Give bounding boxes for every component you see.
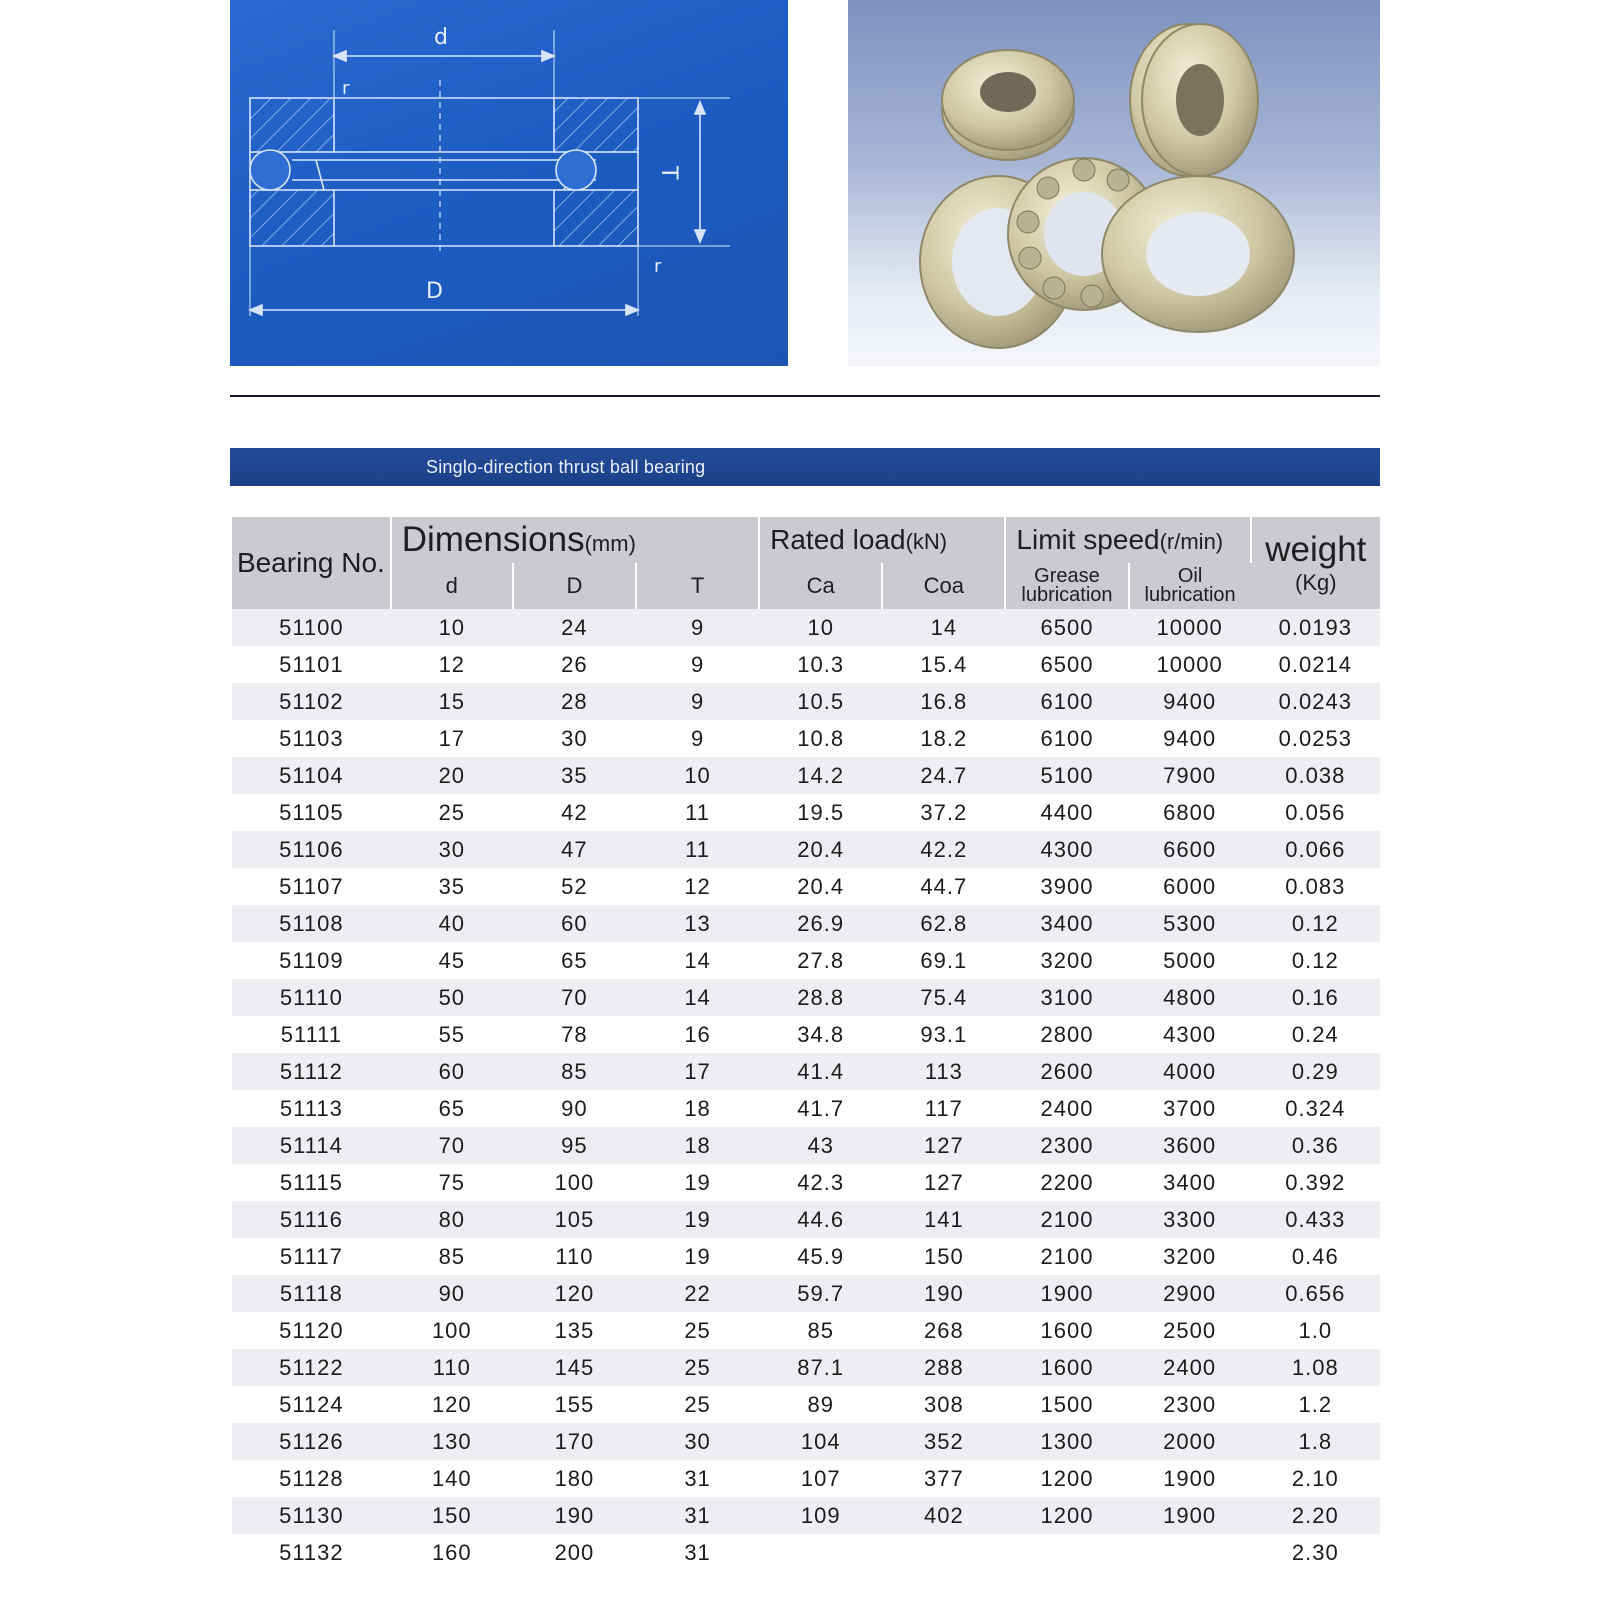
cell-ca: 27.8 bbox=[759, 942, 882, 979]
cell-d: 75 bbox=[391, 1164, 513, 1201]
cell-T: 16 bbox=[636, 1016, 759, 1053]
cell-oil-speed: 6800 bbox=[1129, 794, 1251, 831]
cell-bearing-no: 51109 bbox=[232, 942, 391, 979]
table-row bbox=[232, 868, 1380, 905]
cell-oil-speed: 5000 bbox=[1129, 942, 1251, 979]
cell-T: 12 bbox=[636, 868, 759, 905]
cell-weight: 1.08 bbox=[1251, 1349, 1380, 1386]
cell-coa: 44.7 bbox=[882, 868, 1005, 905]
cell-D: 47 bbox=[513, 831, 636, 868]
cell-T: 19 bbox=[636, 1238, 759, 1275]
label-T: T bbox=[656, 166, 681, 180]
cell-d: 60 bbox=[391, 1053, 513, 1090]
table-row bbox=[232, 1312, 1380, 1349]
cell-bearing-no: 51105 bbox=[232, 794, 391, 831]
cell-bearing-no: 51101 bbox=[232, 646, 391, 683]
cell-coa: 402 bbox=[882, 1497, 1005, 1534]
cell-T: 14 bbox=[636, 979, 759, 1016]
cell-bearing-no: 51111 bbox=[232, 1016, 391, 1053]
cell-grease-speed: 1300 bbox=[1005, 1423, 1128, 1460]
cell-coa: 127 bbox=[882, 1164, 1005, 1201]
cell-d: 35 bbox=[391, 868, 513, 905]
cell-ca: 41.4 bbox=[759, 1053, 882, 1090]
cell-d: 150 bbox=[391, 1497, 513, 1534]
cell-d: 30 bbox=[391, 831, 513, 868]
cell-weight: 1.2 bbox=[1251, 1386, 1380, 1423]
bearing-spec-table bbox=[232, 517, 1380, 1571]
cell-ca: 10.3 bbox=[759, 646, 882, 683]
cell-weight: 0.16 bbox=[1251, 979, 1380, 1016]
header-T: T bbox=[636, 563, 759, 609]
cell-ca bbox=[759, 1534, 882, 1571]
cell-oil-speed: 6000 bbox=[1129, 868, 1251, 905]
table-row bbox=[232, 1127, 1380, 1164]
cell-ca: 43 bbox=[759, 1127, 882, 1164]
section-divider bbox=[230, 395, 1380, 397]
cell-grease-speed: 2400 bbox=[1005, 1090, 1128, 1127]
cell-coa: 18.2 bbox=[882, 720, 1005, 757]
cell-oil-speed: 2400 bbox=[1129, 1349, 1251, 1386]
cell-oil-speed: 2000 bbox=[1129, 1423, 1251, 1460]
cell-oil-speed: 2900 bbox=[1129, 1275, 1251, 1312]
table-row bbox=[232, 1534, 1380, 1571]
header-bearing-no: Bearing No. bbox=[232, 517, 391, 609]
cell-bearing-no: 51120 bbox=[232, 1312, 391, 1349]
cell-d: 140 bbox=[391, 1460, 513, 1497]
cell-weight: 1.0 bbox=[1251, 1312, 1380, 1349]
cell-coa: 16.8 bbox=[882, 683, 1005, 720]
cell-d: 160 bbox=[391, 1534, 513, 1571]
cell-grease-speed bbox=[1005, 1534, 1128, 1571]
cell-T: 11 bbox=[636, 794, 759, 831]
cell-coa: 288 bbox=[882, 1349, 1005, 1386]
cell-T: 13 bbox=[636, 905, 759, 942]
cell-ca: 28.8 bbox=[759, 979, 882, 1016]
cell-D: 52 bbox=[513, 868, 636, 905]
cell-ca: 104 bbox=[759, 1423, 882, 1460]
header-d: d bbox=[391, 563, 513, 609]
cell-oil-speed: 10000 bbox=[1129, 646, 1251, 683]
cell-coa: 308 bbox=[882, 1386, 1005, 1423]
cell-weight: 0.29 bbox=[1251, 1053, 1380, 1090]
cell-ca: 41.7 bbox=[759, 1090, 882, 1127]
cell-grease-speed: 6100 bbox=[1005, 683, 1128, 720]
cell-oil-speed: 6600 bbox=[1129, 831, 1251, 868]
cell-bearing-no: 51132 bbox=[232, 1534, 391, 1571]
cell-oil-speed: 2500 bbox=[1129, 1312, 1251, 1349]
table-row bbox=[232, 1275, 1380, 1312]
cell-D: 28 bbox=[513, 683, 636, 720]
cell-d: 90 bbox=[391, 1275, 513, 1312]
cell-bearing-no: 51114 bbox=[232, 1127, 391, 1164]
cell-weight: 0.656 bbox=[1251, 1275, 1380, 1312]
cell-bearing-no: 51103 bbox=[232, 720, 391, 757]
cell-weight: 1.8 bbox=[1251, 1423, 1380, 1460]
cell-coa: 93.1 bbox=[882, 1016, 1005, 1053]
cell-grease-speed: 1900 bbox=[1005, 1275, 1128, 1312]
cell-weight: 0.056 bbox=[1251, 794, 1380, 831]
label-D: D bbox=[426, 279, 443, 304]
cell-coa bbox=[882, 1534, 1005, 1571]
cell-coa: 127 bbox=[882, 1127, 1005, 1164]
table-row bbox=[232, 942, 1380, 979]
cell-T: 17 bbox=[636, 1053, 759, 1090]
cell-T: 9 bbox=[636, 720, 759, 757]
cell-grease-speed: 3900 bbox=[1005, 868, 1128, 905]
cell-ca: 85 bbox=[759, 1312, 882, 1349]
cell-D: 65 bbox=[513, 942, 636, 979]
cell-D: 200 bbox=[513, 1534, 636, 1571]
table-row bbox=[232, 1053, 1380, 1090]
cell-T: 31 bbox=[636, 1497, 759, 1534]
cell-bearing-no: 51122 bbox=[232, 1349, 391, 1386]
cell-coa: 75.4 bbox=[882, 979, 1005, 1016]
cell-grease-speed: 6100 bbox=[1005, 720, 1128, 757]
cell-weight: 0.324 bbox=[1251, 1090, 1380, 1127]
label-r-top: r bbox=[342, 78, 350, 99]
cell-T: 25 bbox=[636, 1349, 759, 1386]
cell-ca: 42.3 bbox=[759, 1164, 882, 1201]
header-oil-lubrication: Oil lubrication bbox=[1129, 563, 1251, 609]
cell-oil-speed: 3200 bbox=[1129, 1238, 1251, 1275]
cell-coa: 141 bbox=[882, 1201, 1005, 1238]
cell-D: 190 bbox=[513, 1497, 636, 1534]
cell-ca: 45.9 bbox=[759, 1238, 882, 1275]
cell-grease-speed: 4300 bbox=[1005, 831, 1128, 868]
cell-d: 20 bbox=[391, 757, 513, 794]
cell-T: 18 bbox=[636, 1127, 759, 1164]
cell-ca: 10 bbox=[759, 609, 882, 646]
cell-oil-speed: 1900 bbox=[1129, 1460, 1251, 1497]
bearing-dimension-diagram bbox=[230, 0, 788, 366]
cell-ca: 10.5 bbox=[759, 683, 882, 720]
cell-ca: 107 bbox=[759, 1460, 882, 1497]
cell-grease-speed: 4400 bbox=[1005, 794, 1128, 831]
cell-weight: 2.10 bbox=[1251, 1460, 1380, 1497]
cell-d: 55 bbox=[391, 1016, 513, 1053]
cell-T: 9 bbox=[636, 683, 759, 720]
cell-T: 11 bbox=[636, 831, 759, 868]
cell-oil-speed: 2300 bbox=[1129, 1386, 1251, 1423]
cell-coa: 268 bbox=[882, 1312, 1005, 1349]
header-D: D bbox=[513, 563, 636, 609]
cell-D: 145 bbox=[513, 1349, 636, 1386]
cell-coa: 42.2 bbox=[882, 831, 1005, 868]
cell-oil-speed bbox=[1129, 1534, 1251, 1571]
cell-T: 19 bbox=[636, 1164, 759, 1201]
cell-D: 95 bbox=[513, 1127, 636, 1164]
cell-coa: 24.7 bbox=[882, 757, 1005, 794]
cell-d: 85 bbox=[391, 1238, 513, 1275]
table-row bbox=[232, 683, 1380, 720]
table-row bbox=[232, 1201, 1380, 1238]
cell-D: 35 bbox=[513, 757, 636, 794]
cell-T: 19 bbox=[636, 1201, 759, 1238]
cell-coa: 352 bbox=[882, 1423, 1005, 1460]
table-row bbox=[232, 1349, 1380, 1386]
cell-ca: 44.6 bbox=[759, 1201, 882, 1238]
cell-grease-speed: 6500 bbox=[1005, 609, 1128, 646]
cell-bearing-no: 51116 bbox=[232, 1201, 391, 1238]
cell-T: 31 bbox=[636, 1460, 759, 1497]
cell-ca: 14.2 bbox=[759, 757, 882, 794]
cell-d: 120 bbox=[391, 1386, 513, 1423]
cell-d: 12 bbox=[391, 646, 513, 683]
cell-bearing-no: 51130 bbox=[232, 1497, 391, 1534]
cell-ca: 34.8 bbox=[759, 1016, 882, 1053]
header-dimensions: Dimensions(mm) bbox=[391, 517, 759, 563]
cell-weight: 0.36 bbox=[1251, 1127, 1380, 1164]
cell-coa: 150 bbox=[882, 1238, 1005, 1275]
label-r-bottom: r bbox=[654, 256, 662, 277]
cell-D: 30 bbox=[513, 720, 636, 757]
cell-coa: 117 bbox=[882, 1090, 1005, 1127]
table-row bbox=[232, 794, 1380, 831]
cell-bearing-no: 51102 bbox=[232, 683, 391, 720]
table-row bbox=[232, 1497, 1380, 1534]
cell-D: 85 bbox=[513, 1053, 636, 1090]
header-ca: Ca bbox=[759, 563, 882, 609]
cell-D: 180 bbox=[513, 1460, 636, 1497]
cell-coa: 69.1 bbox=[882, 942, 1005, 979]
table-row bbox=[232, 979, 1380, 1016]
cell-ca: 20.4 bbox=[759, 868, 882, 905]
cell-grease-speed: 3200 bbox=[1005, 942, 1128, 979]
cell-bearing-no: 51124 bbox=[232, 1386, 391, 1423]
cell-T: 9 bbox=[636, 609, 759, 646]
cell-coa: 377 bbox=[882, 1460, 1005, 1497]
cell-ca: 89 bbox=[759, 1386, 882, 1423]
cell-grease-speed: 2300 bbox=[1005, 1127, 1128, 1164]
cell-D: 135 bbox=[513, 1312, 636, 1349]
cell-d: 100 bbox=[391, 1312, 513, 1349]
table-row bbox=[232, 1164, 1380, 1201]
cell-T: 9 bbox=[636, 646, 759, 683]
cell-grease-speed: 2100 bbox=[1005, 1238, 1128, 1275]
cell-oil-speed: 9400 bbox=[1129, 683, 1251, 720]
cell-D: 60 bbox=[513, 905, 636, 942]
cell-weight: 0.0243 bbox=[1251, 683, 1380, 720]
cell-grease-speed: 2600 bbox=[1005, 1053, 1128, 1090]
cell-weight: 0.24 bbox=[1251, 1016, 1380, 1053]
cell-grease-speed: 3400 bbox=[1005, 905, 1128, 942]
cell-coa: 62.8 bbox=[882, 905, 1005, 942]
cell-bearing-no: 51104 bbox=[232, 757, 391, 794]
cell-D: 100 bbox=[513, 1164, 636, 1201]
cell-grease-speed: 1200 bbox=[1005, 1497, 1128, 1534]
cell-d: 10 bbox=[391, 609, 513, 646]
cell-oil-speed: 1900 bbox=[1129, 1497, 1251, 1534]
cell-ca: 20.4 bbox=[759, 831, 882, 868]
cell-oil-speed: 4300 bbox=[1129, 1016, 1251, 1053]
cell-D: 120 bbox=[513, 1275, 636, 1312]
cell-oil-speed: 5300 bbox=[1129, 905, 1251, 942]
cell-grease-speed: 3100 bbox=[1005, 979, 1128, 1016]
cell-D: 170 bbox=[513, 1423, 636, 1460]
cell-bearing-no: 51107 bbox=[232, 868, 391, 905]
cell-T: 10 bbox=[636, 757, 759, 794]
cell-weight: 0.12 bbox=[1251, 942, 1380, 979]
cell-D: 110 bbox=[513, 1238, 636, 1275]
cell-oil-speed: 7900 bbox=[1129, 757, 1251, 794]
header-rated-load: Rated load(kN) bbox=[759, 517, 1005, 563]
section-title-bar bbox=[230, 448, 1380, 486]
cell-grease-speed: 1500 bbox=[1005, 1386, 1128, 1423]
cell-grease-speed: 1600 bbox=[1005, 1349, 1128, 1386]
cell-bearing-no: 51115 bbox=[232, 1164, 391, 1201]
cell-bearing-no: 51108 bbox=[232, 905, 391, 942]
table-row bbox=[232, 831, 1380, 868]
cell-weight: 2.20 bbox=[1251, 1497, 1380, 1534]
cell-D: 26 bbox=[513, 646, 636, 683]
cell-bearing-no: 51128 bbox=[232, 1460, 391, 1497]
bearing-product-photo bbox=[848, 0, 1380, 366]
cell-oil-speed: 3400 bbox=[1129, 1164, 1251, 1201]
cell-bearing-no: 51113 bbox=[232, 1090, 391, 1127]
cell-weight: 0.038 bbox=[1251, 757, 1380, 794]
cell-d: 70 bbox=[391, 1127, 513, 1164]
cell-D: 78 bbox=[513, 1016, 636, 1053]
cell-T: 31 bbox=[636, 1534, 759, 1571]
cell-weight: 0.12 bbox=[1251, 905, 1380, 942]
cell-weight: 2.30 bbox=[1251, 1534, 1380, 1571]
cell-bearing-no: 51106 bbox=[232, 831, 391, 868]
table-row bbox=[232, 1423, 1380, 1460]
cell-oil-speed: 3300 bbox=[1129, 1201, 1251, 1238]
cell-bearing-no: 51117 bbox=[232, 1238, 391, 1275]
cell-d: 130 bbox=[391, 1423, 513, 1460]
cell-T: 25 bbox=[636, 1312, 759, 1349]
cell-T: 30 bbox=[636, 1423, 759, 1460]
cell-ca: 109 bbox=[759, 1497, 882, 1534]
cell-bearing-no: 51100 bbox=[232, 609, 391, 646]
cell-bearing-no: 51118 bbox=[232, 1275, 391, 1312]
cell-weight: 0.083 bbox=[1251, 868, 1380, 905]
cell-coa: 14 bbox=[882, 609, 1005, 646]
cell-grease-speed: 1200 bbox=[1005, 1460, 1128, 1497]
section-title: Singlo-direction thrust ball bearing bbox=[426, 457, 706, 477]
cell-grease-speed: 5100 bbox=[1005, 757, 1128, 794]
cell-ca: 19.5 bbox=[759, 794, 882, 831]
cell-weight: 0.0214 bbox=[1251, 646, 1380, 683]
cell-weight: 0.066 bbox=[1251, 831, 1380, 868]
header-weight: weight (Kg) bbox=[1251, 517, 1380, 609]
table-row bbox=[232, 757, 1380, 794]
cell-oil-speed: 4800 bbox=[1129, 979, 1251, 1016]
table-row bbox=[232, 609, 1380, 646]
cell-D: 42 bbox=[513, 794, 636, 831]
cell-weight: 0.0253 bbox=[1251, 720, 1380, 757]
cell-d: 65 bbox=[391, 1090, 513, 1127]
cell-D: 90 bbox=[513, 1090, 636, 1127]
table-row bbox=[232, 1460, 1380, 1497]
table-row bbox=[232, 720, 1380, 757]
cell-d: 15 bbox=[391, 683, 513, 720]
cell-grease-speed: 2800 bbox=[1005, 1016, 1128, 1053]
cell-ca: 87.1 bbox=[759, 1349, 882, 1386]
cell-ca: 59.7 bbox=[759, 1275, 882, 1312]
cell-grease-speed: 6500 bbox=[1005, 646, 1128, 683]
cell-T: 14 bbox=[636, 942, 759, 979]
cell-coa: 190 bbox=[882, 1275, 1005, 1312]
cell-T: 25 bbox=[636, 1386, 759, 1423]
table-row bbox=[232, 1238, 1380, 1275]
cell-ca: 26.9 bbox=[759, 905, 882, 942]
cell-d: 110 bbox=[391, 1349, 513, 1386]
cell-oil-speed: 3600 bbox=[1129, 1127, 1251, 1164]
cell-weight: 0.433 bbox=[1251, 1201, 1380, 1238]
cell-D: 105 bbox=[513, 1201, 636, 1238]
cell-D: 24 bbox=[513, 609, 636, 646]
cell-grease-speed: 2100 bbox=[1005, 1201, 1128, 1238]
cell-d: 50 bbox=[391, 979, 513, 1016]
cell-weight: 0.392 bbox=[1251, 1164, 1380, 1201]
table-row bbox=[232, 1386, 1380, 1423]
cell-bearing-no: 51112 bbox=[232, 1053, 391, 1090]
cell-oil-speed: 10000 bbox=[1129, 609, 1251, 646]
cell-oil-speed: 9400 bbox=[1129, 720, 1251, 757]
table-row bbox=[232, 905, 1380, 942]
cell-d: 17 bbox=[391, 720, 513, 757]
cell-grease-speed: 2200 bbox=[1005, 1164, 1128, 1201]
cell-coa: 113 bbox=[882, 1053, 1005, 1090]
cell-d: 45 bbox=[391, 942, 513, 979]
cell-D: 155 bbox=[513, 1386, 636, 1423]
cell-coa: 15.4 bbox=[882, 646, 1005, 683]
cell-d: 40 bbox=[391, 905, 513, 942]
cell-T: 18 bbox=[636, 1090, 759, 1127]
cell-d: 80 bbox=[391, 1201, 513, 1238]
cell-oil-speed: 3700 bbox=[1129, 1090, 1251, 1127]
header-coa: Coa bbox=[882, 563, 1005, 609]
cell-weight: 0.0193 bbox=[1251, 609, 1380, 646]
cell-bearing-no: 51110 bbox=[232, 979, 391, 1016]
header-limit-speed: Limit speed(r/min) bbox=[1005, 517, 1250, 563]
table-row bbox=[232, 646, 1380, 683]
cell-grease-speed: 1600 bbox=[1005, 1312, 1128, 1349]
cell-T: 22 bbox=[636, 1275, 759, 1312]
cell-coa: 37.2 bbox=[882, 794, 1005, 831]
cell-bearing-no: 51126 bbox=[232, 1423, 391, 1460]
table-row bbox=[232, 1016, 1380, 1053]
header-grease-lubrication: Grease lubrication bbox=[1005, 563, 1128, 609]
cell-d: 25 bbox=[391, 794, 513, 831]
cell-weight: 0.46 bbox=[1251, 1238, 1380, 1275]
label-d: d bbox=[434, 25, 448, 50]
cell-ca: 10.8 bbox=[759, 720, 882, 757]
table-body bbox=[232, 609, 1380, 1571]
table-row bbox=[232, 1090, 1380, 1127]
cell-oil-speed: 4000 bbox=[1129, 1053, 1251, 1090]
cell-D: 70 bbox=[513, 979, 636, 1016]
